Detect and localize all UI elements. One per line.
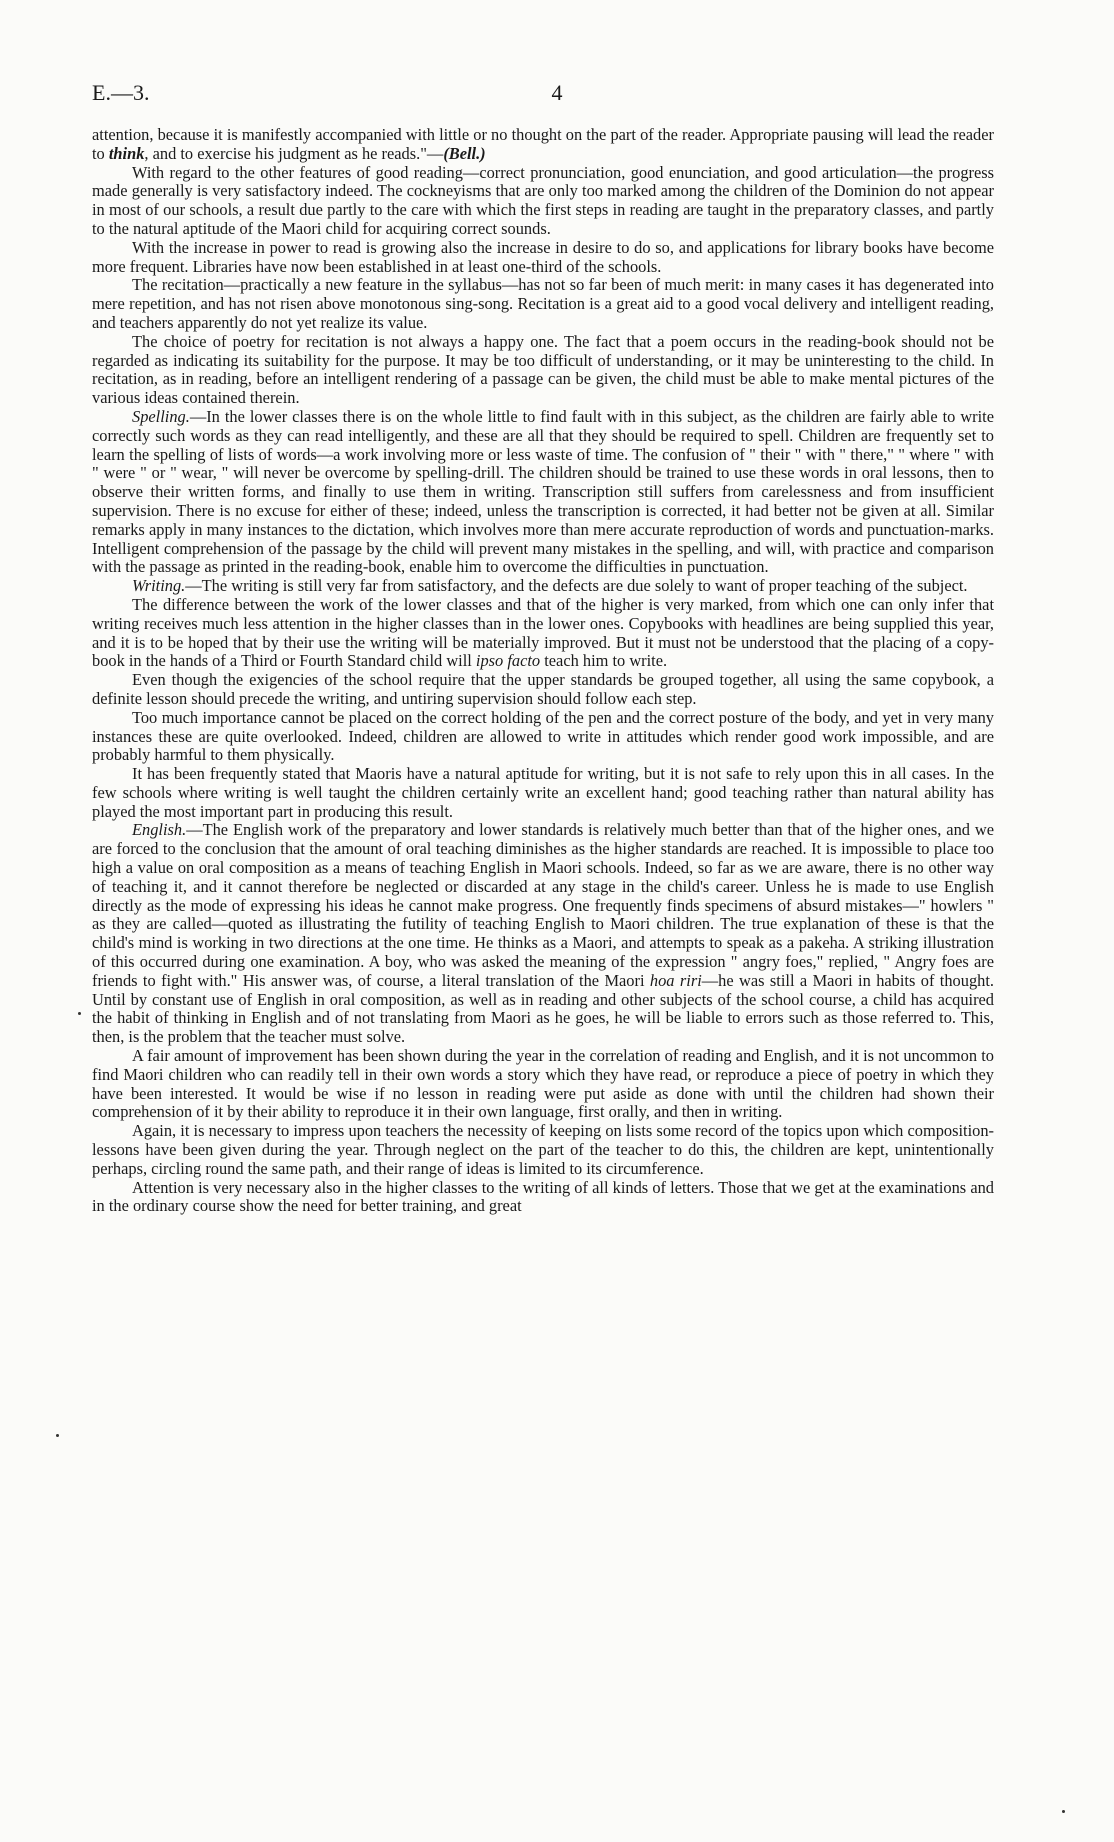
paragraph-p7	[92, 577, 994, 596]
text-segment: The difference between the work of the lower classes and that of the higher is very marked, from which one can only infer that writing receives much less attention in the higher classes than in the lower ones. Copybooks with headlines are being supplied this year, and it is to be hoped that by their use the writing will be materially improved. But it must not be understood that the placing of a copy-book in the hands of a Third or Fourth Standard child will	[92, 594, 994, 671]
text-segment: The choice of poetry for recitation is not always a happy one. The fact that a poem occurs in the reading-book should not be regarded as indicating its suitability for the purpose. It may be too difficult of understanding, or it may be uninteresting to the child. In recitation, as in reading, before an intelligent rendering of a passage can be given, the child must be able to make mental pictures of the various ideas contained therein.	[92, 331, 994, 408]
text-segment: ipso facto	[475, 651, 541, 671]
text-segment: It has been frequently stated that Maoris have a natural aptitude for writing, but it is not safe to rely upon this in all cases. In the few schools where writing is well taught the children certainly write an excellent hand; good teaching rather than natural ability has played the most important part in producing this result.	[92, 764, 994, 821]
text-segment: attention, because it is manifestly accompanied with little or no thought on the part of the reader. Appropriate pausing will lead the reader to	[92, 125, 994, 163]
text-segment: hoa riri	[649, 970, 702, 990]
text-segment: (Bell.)	[443, 143, 486, 163]
section-heading: English.	[132, 820, 187, 840]
paragraph-p13	[92, 1047, 994, 1122]
text-segment: A fair amount of improvement has been shown during the year in the correlation of reading and English, and it is not uncommon to find Maori children who can readily tell in their own words a story which they have read, or reproduce a piece of poetry in which they have been interested. It would be wise if no lesson in reading were put aside as done with until the children had shown their comprehension of it by their ability to reproduce it in their own language, first orally, and then in writing.	[92, 1046, 994, 1122]
section-heading: Spelling.	[132, 406, 190, 426]
document-reference: E.—3.	[92, 80, 150, 105]
text-segment: think	[108, 143, 145, 163]
margin-speck	[78, 1012, 81, 1015]
paragraph-p15	[92, 1179, 994, 1217]
paragraph-p11	[92, 765, 994, 821]
text-segment: Too much importance cannot be placed on the correct holding of the pen and the correct posture of the body, and yet in very many instances these are quite overlooked. Indeed, children are allowed to write in attitudes which render good work impossible, and are probably harmful to them physically.	[92, 707, 994, 765]
paragraph-p5	[92, 333, 994, 408]
paragraph-p10	[92, 709, 994, 765]
text-segment: —The English work of the preparatory and lower standards is relatively much better than that of the higher ones, and we are forced to the conclusion that the amount of oral teaching diminishes as the higher standards are reached. It is impossible to place too high a value on oral composition as a means of teaching English in Maori schools. Indeed, so far as we are aware, there is no other way of teaching it, and it cannot therefore be neglected or discarded at any stage in the child's career. Unless he is made to use English directly as the mode of expressing his ideas he cannot make progress. One frequently finds specimens of absurd mistakes—" howlers " as they are called—quoted as illustrating the futility of teaching English to Maori children. The true explanation of these is that the child's mind is working in two directions at the one time. He thinks as a Maori, and attempts to speak as a pakeha. A striking illustration of this occurred during one examination. A boy, who was asked the meaning of the expression " angry foes," replied, " Angry foes are friends to fight with." His answer was, of course, a literal translation of the Maori	[92, 820, 994, 990]
paragraph-p8	[92, 596, 994, 671]
margin-speck	[1062, 1810, 1065, 1813]
text-segment: With regard to the other features of good reading—correct pronunciation, good enunciation, and good articulation—the progress made generally is very satisfactory indeed. The cockneyisms that are only too marked among the children of the Dominion do not appear in most of our schools, a result due partly to the care with which the first steps in reading are taught in the preparatory classes, and partly to the natural aptitude of the Maori child for acquiring correct sounds.	[92, 162, 994, 238]
text-segment: —The writing is still very far from satisfactory, and the defects are due solely to want of proper teaching of the subject.	[185, 576, 968, 596]
body-text	[92, 126, 994, 1216]
text-segment: , and to exercise his judgment as he reads."—	[144, 143, 444, 163]
paragraph-p3	[92, 239, 994, 277]
page-number: 4	[551, 80, 563, 105]
text-segment: With the increase in power to read is growing also the increase in desire to do so, and applications for library books have become more frequent. Libraries have now been established in at least one-third of the schools.	[92, 237, 994, 276]
text-segment: —In the lower classes there is on the whole little to find fault with in this subject, as the children are fairly able to write correctly such words as they can read intelligently, and these are all that they should be required to spell. Children are frequently set to learn the spelling of lists of words—a work involving more or less waste of time. The confusion of " their " with " there," " where " with " were " or " wear, " will never be overcome by spelling-drill. The children should be trained to use these words in oral lessons, then to observe their written forms, and finally to use them in writing. Transcription still suffers from carelessness and from insufficient supervision. There is no excuse for either of these; indeed, unless the transcription is corrected, it had better not be given at all. Similar remarks apply in many instances to the dictation, which involves more than mere accurate reproduction of words and punctuation-marks. Intelligent comprehension of the passage by the child will prevent many mistakes in the spelling, and will, with practice and comparison with the passage as printed in the reading-book, enable him to overcome the difficulties in punctuation.	[92, 406, 994, 577]
paragraph-p9	[92, 671, 994, 709]
paragraph-p4	[92, 276, 994, 332]
text-segment: —he was still a Maori in habits of thought. Until by constant use of English in oral composition, as well as in reading and other subjects of the school course, a child has acquired the habit of thinking in English and of not translating from Maori as he goes, he will be liable to errors such as those referred to. This, then, is the problem that the teacher must solve.	[92, 970, 994, 1047]
paragraph-p1	[92, 126, 994, 164]
text-segment: Again, it is necessary to impress upon teachers the necessity of keeping on lists some record of the topics upon which composition-lessons have been given during the year. Through neglect on the part of the teacher to do this, the children are kept, unintentionally perhaps, circling round the same path, and their range of ideas is limited to its circumference.	[92, 1121, 994, 1178]
text-segment: Attention is very necessary also in the higher classes to the writing of all kinds of letters. Those that we get at the examinations and in the ordinary course show the need for better training, and great	[92, 1177, 994, 1216]
section-heading: Writing.	[132, 576, 186, 596]
text-segment: Even though the exigencies of the school require that the upper standards be grouped together, all using the same copybook, a definite lesson should precede the writing, and untiring supervision should follow each step.	[92, 670, 994, 708]
page-header	[92, 80, 1022, 110]
paragraph-p6	[92, 408, 994, 577]
paragraph-p12	[92, 821, 994, 1047]
paragraph-p14	[92, 1122, 994, 1178]
margin-speck	[56, 1434, 59, 1437]
paragraph-p2	[92, 164, 994, 239]
text-segment: The recitation—practically a new feature in the syllabus—has not so far been of much merit: in many cases it has degenerated into mere repetition, and has not risen above monotonous sing-song. Recitation is a great aid to a good vocal delivery and intelligent reading, and teachers apparently do not yet realize its value.	[92, 275, 994, 332]
text-segment: teach him to write.	[540, 651, 668, 671]
